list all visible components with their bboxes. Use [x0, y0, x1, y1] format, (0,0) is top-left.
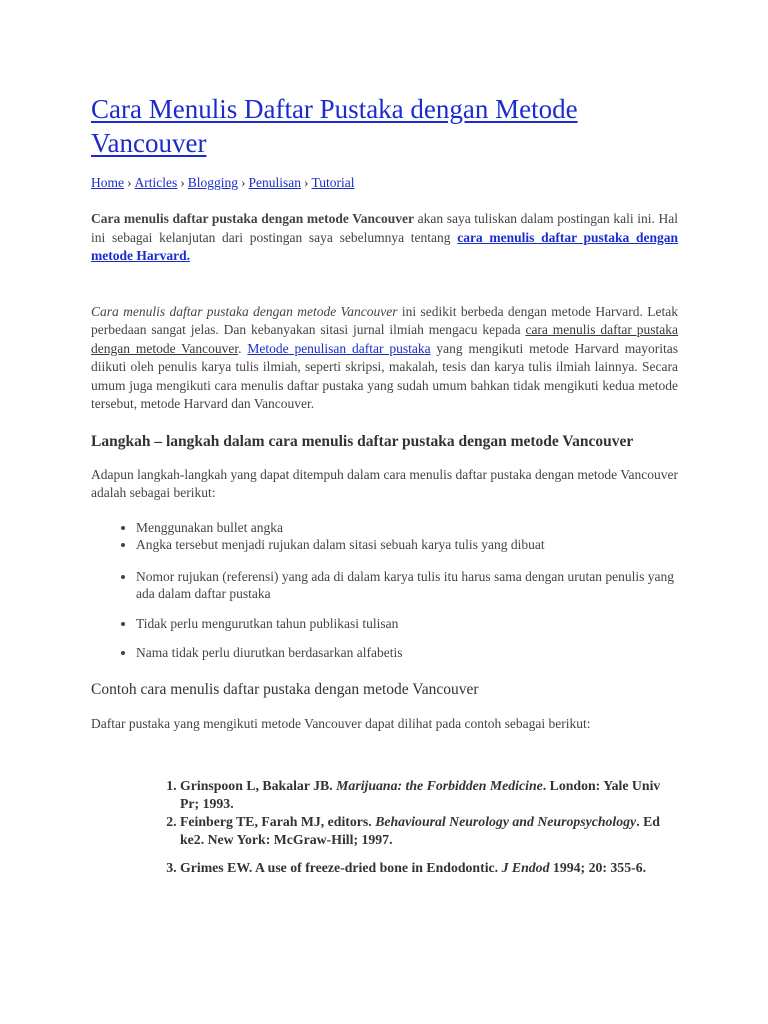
- reference-authors: Grimes EW. A use of freeze-dried bone in Endodontic.: [180, 860, 502, 875]
- breadcrumb: [91, 175, 678, 191]
- list-item: • Nomor rujukan (referensi) yang ada di dalam karya tulis itu harus sama dengan urutan penulis yang ada dalam daftar pustaka: [136, 568, 678, 603]
- body-italic-lead: Cara menulis daftar pustaka dengan metode Vancouver: [91, 303, 398, 319]
- breadcrumb-separator: ›: [180, 175, 185, 190]
- breadcrumb-separator: ›: [304, 175, 309, 190]
- section-intro-langkah: Adapun langkah-langkah yang dapat ditempuh dalam cara menulis daftar pustaka dengan metode Vancouver adalah sebagai berikut:: [91, 466, 678, 500]
- list-item: • Nama tidak perlu diurutkan berdasarkan alfabetis: [136, 644, 678, 662]
- reference-authors: Feinberg TE, Farah MJ, editors.: [180, 814, 376, 829]
- vancouver-link[interactable]: cara menulis daftar pustaka dengan metode Vancouver: [91, 322, 679, 356]
- body-text-2: .: [238, 340, 248, 356]
- body-paragraph: [91, 303, 678, 414]
- section-intro-contoh: Daftar pustaka yang mengikuti metode Vancouver dapat dilihat pada contoh sebagai berikut:: [91, 715, 591, 731]
- body-text-3: yang mengikuti metode Harvard mayoritas diikuti oleh penulis karya tulis ilmiah, seperti skripsi, makalah, tesis dan karya tulis ilmiah lainnya. Secara umum juga mengikuti cara menulis daftar pustaka yang sudah umum bahkan tidak mengikuti kedua metode tersebut, metode Harvard dan Vancouver.: [91, 340, 678, 411]
- breadcrumb-separator: ›: [241, 175, 246, 190]
- harvard-link[interactable]: cara menulis daftar pustaka dengan metode Harvard.: [91, 229, 679, 263]
- reference-item: [180, 859, 680, 877]
- intro-paragraph: [91, 210, 678, 266]
- body-text-1: ini sedikit berbeda dengan metode Harvard. Letak perbedaan sangat jelas. Dan kebanyakan sitasi jurnal ilmiah mengacu kepada: [91, 303, 678, 337]
- metode-penulisan-link[interactable]: Metode penulisan daftar pustaka: [247, 340, 431, 356]
- reference-publisher: . Ed ke2. New York: McGraw-Hill; 1997.: [180, 814, 660, 847]
- reference-authors: Grinspoon L, Bakalar JB.: [180, 778, 337, 793]
- section-heading-contoh: Contoh cara menulis daftar pustaka dengan metode Vancouver: [91, 680, 479, 698]
- page-title-link[interactable]: Cara Menulis Daftar Pustaka dengan Metode Vancouver: [91, 94, 578, 158]
- reference-title: Behavioural Neurology and Neuropsychology: [375, 814, 637, 829]
- reference-publisher: . London: Yale Univ Pr; 1993.: [180, 778, 661, 811]
- intro-bold-lead: Cara menulis daftar pustaka dengan metode Vancouver: [91, 211, 414, 226]
- steps-list: [91, 519, 678, 662]
- list-item: • Angka tersebut menjadi rujukan dalam sitasi sebuah karya tulis yang dibuat: [136, 536, 678, 554]
- breadcrumb-penulisan[interactable]: Penulisan: [248, 175, 302, 190]
- reference-item: [180, 777, 680, 813]
- breadcrumb-tutorial[interactable]: Tutorial: [311, 175, 355, 190]
- reference-item: [180, 813, 680, 849]
- breadcrumb-articles[interactable]: Articles: [134, 175, 178, 190]
- breadcrumb-home[interactable]: Home: [91, 175, 124, 190]
- list-item: • Tidak perlu mengurutkan tahun publikasi tulisan: [136, 615, 678, 633]
- reference-title: J Endod: [501, 860, 550, 875]
- reference-title: Marijuana: the Forbidden Medicine: [336, 778, 543, 793]
- reference-list: [0, 777, 680, 877]
- list-item: • Menggunakan bullet angka: [136, 519, 678, 537]
- article: [91, 0, 678, 733]
- breadcrumb-separator: ›: [127, 175, 132, 190]
- reference-publisher: 1994; 20: 355-6.: [549, 860, 647, 875]
- section-heading-langkah: Langkah – langkah dalam cara menulis daftar pustaka dengan metode Vancouver: [91, 432, 634, 450]
- breadcrumb-blogging[interactable]: Blogging: [187, 175, 239, 190]
- page-title: [91, 92, 678, 160]
- intro-text: akan saya tuliskan dalam postingan kali ini. Hal ini sebagai kelanjutan dari postingan saya sebelumnya tentang: [91, 211, 678, 245]
